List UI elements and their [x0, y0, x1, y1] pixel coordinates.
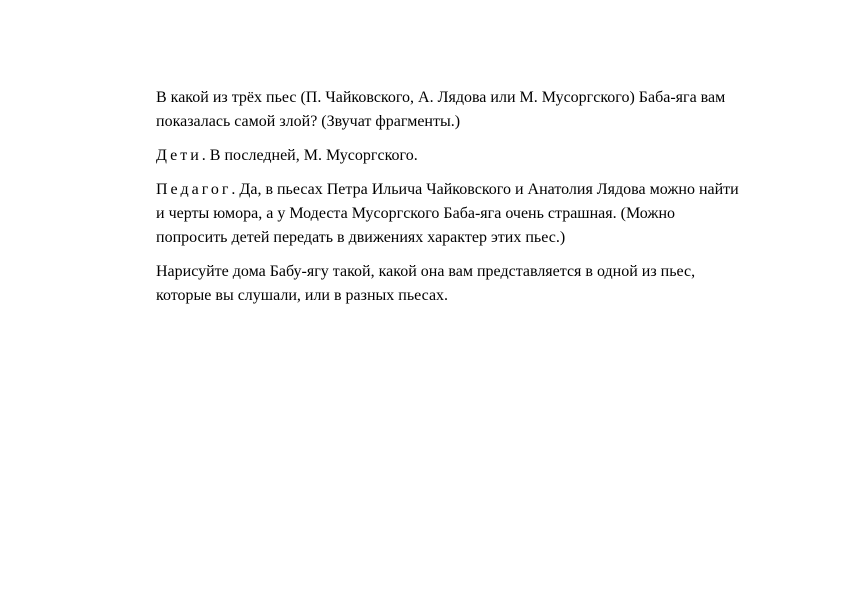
- paragraph-homework: [156, 260, 746, 308]
- teacher-reply-text: . Да, в пьесах Петра Ильича Чайковского и Анатолия Лядова можно найти и черты юмора, а у Модеста Мусоргского Баба-яга очень страшная. (Можно попросить детей передать в движениях характер этих пьес.): [156, 181, 739, 246]
- paragraph-teacher-reply: [156, 178, 746, 250]
- homework-text: Нарисуйте дома Бабу-ягу такой, какой она вам представляется в одной из пьес, которые вы слушали, или в разных пьесах.: [156, 263, 696, 304]
- children-answer-text: . В последней, М. Мусоргского.: [201, 147, 418, 164]
- paragraph-children-answer: [156, 144, 746, 168]
- text-block: [156, 86, 746, 318]
- speaker-teacher: Педагог: [156, 181, 232, 198]
- speaker-children: Дети: [156, 147, 202, 164]
- question-text: В какой из трёх пьес (П. Чайковского, А. Лядова или М. Мусоргского) Баба-яга вам показалась самой злой? (Звучат фрагменты.): [156, 89, 726, 130]
- paragraph-question: [156, 86, 746, 134]
